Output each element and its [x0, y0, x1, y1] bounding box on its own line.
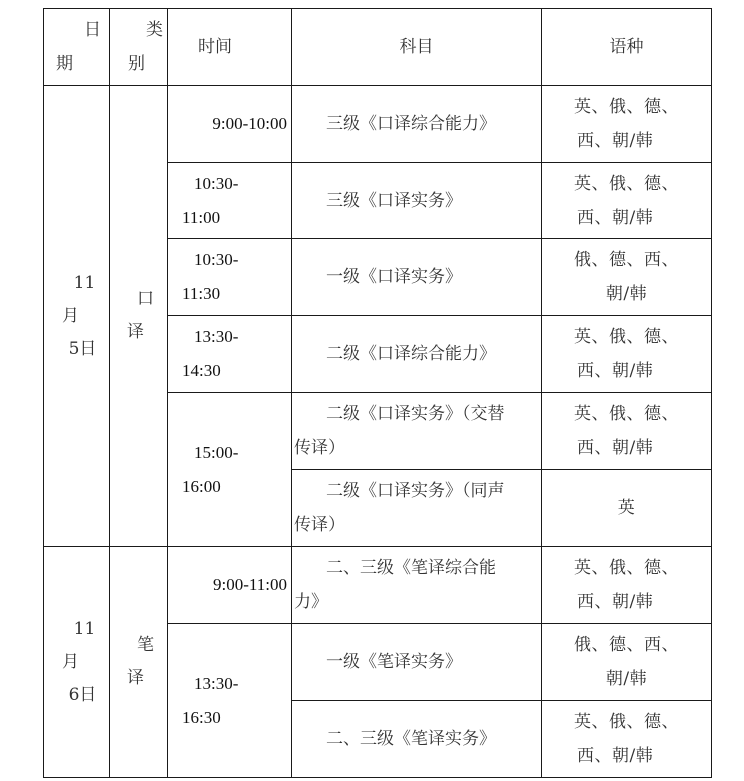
time-cell	[168, 239, 292, 316]
language-line1: 英、俄、德、	[574, 712, 679, 732]
language-cell	[542, 316, 712, 393]
time-end: 16:30	[182, 707, 221, 727]
language-text: 英	[617, 498, 636, 518]
header-row	[44, 9, 712, 86]
language-cell	[542, 470, 712, 547]
subject-line2: 力》	[294, 592, 328, 612]
header-category-line2: 别	[128, 54, 145, 74]
category-line2: 译	[127, 322, 144, 342]
header-time	[168, 9, 292, 86]
header-time-label: 时间	[198, 37, 232, 57]
header-date-line1: 日	[84, 20, 101, 40]
date-month: 月	[62, 651, 79, 672]
subject-text: 二、三级《笔译实务》	[326, 729, 496, 749]
language-line2: 西、朝/韩	[577, 746, 654, 766]
language-line2: 朝/韩	[605, 669, 648, 689]
subject-cell	[292, 86, 542, 163]
language-line2: 西、朝/韩	[577, 361, 654, 381]
subject-text: 一级《口译实务》	[326, 267, 462, 287]
time-start: 10:30-	[194, 250, 239, 269]
table-row	[44, 86, 712, 163]
subject-cell	[292, 470, 542, 547]
subject-line1: 二级《口译实务》（交替	[326, 404, 505, 424]
language-line1: 英、俄、德、	[574, 558, 679, 578]
time-end: 11:00	[182, 207, 221, 227]
subject-cell	[292, 239, 542, 316]
time-start: 13:30-	[194, 673, 239, 693]
subject-cell	[292, 701, 542, 778]
subject-cell	[292, 624, 542, 701]
language-line1: 英、俄、德、	[574, 327, 679, 347]
table-row	[44, 547, 712, 624]
subject-line2: 传译）	[294, 438, 345, 458]
language-line1: 俄、德、西、	[574, 635, 679, 655]
date-num: 11	[73, 618, 96, 639]
date-month: 月	[62, 305, 79, 326]
header-date-line2: 期	[56, 54, 73, 74]
subject-text: 三级《口译综合能力》	[326, 114, 496, 134]
time-cell	[168, 547, 292, 624]
subject-text: 三级《口译实务》	[326, 190, 462, 211]
header-date	[44, 9, 110, 86]
time-start: 13:30-	[194, 327, 239, 346]
subject-cell	[292, 316, 542, 393]
header-subject	[292, 9, 542, 86]
language-line1: 英、俄、德、	[574, 173, 679, 194]
schedule-table	[43, 8, 712, 778]
language-line2: 朝/韩	[605, 284, 648, 304]
date-cell-nov5	[44, 86, 110, 547]
language-line1: 俄、德、西、	[574, 250, 679, 270]
subject-line1: 二、三级《笔译综合能	[326, 558, 496, 578]
subject-cell	[292, 393, 542, 470]
subject-cell	[292, 163, 542, 239]
time-text: 9:00-10:00	[212, 114, 287, 133]
language-cell	[542, 624, 712, 701]
time-end: 11:30	[182, 284, 221, 303]
header-category	[110, 9, 168, 86]
language-line2: 西、朝/韩	[577, 438, 654, 458]
time-text: 9:00-11:00	[213, 575, 287, 594]
time-cell	[168, 86, 292, 163]
time-start: 15:00-	[194, 442, 239, 462]
time-end: 14:30	[182, 361, 221, 380]
language-line2: 西、朝/韩	[577, 592, 654, 612]
header-language	[542, 9, 712, 86]
category-line1: 口	[137, 289, 154, 309]
header-category-line1: 类	[146, 20, 163, 40]
language-line2: 西、朝/韩	[577, 131, 654, 151]
subject-text: 一级《笔译实务》	[326, 652, 462, 672]
subject-cell	[292, 547, 542, 624]
subject-line2: 传译）	[294, 515, 345, 535]
language-cell	[542, 701, 712, 778]
language-cell	[542, 239, 712, 316]
date-num: 11	[73, 272, 96, 293]
category-line2: 译	[127, 668, 144, 688]
date-day: 5日	[68, 338, 97, 359]
time-cell	[168, 163, 292, 239]
date-day: 6日	[68, 684, 97, 705]
time-cell	[168, 624, 292, 778]
language-cell	[542, 547, 712, 624]
category-line1: 笔	[137, 635, 154, 655]
exam-schedule	[43, 8, 711, 776]
subject-text: 二级《口译综合能力》	[326, 344, 496, 364]
language-line1: 英、俄、德、	[574, 97, 679, 117]
language-line1: 英、俄、德、	[574, 404, 679, 424]
category-cell-interpretation	[110, 86, 168, 547]
subject-line1: 二级《口译实务》（同声	[326, 481, 505, 501]
time-start: 10:30-	[194, 173, 239, 193]
header-language-label: 语种	[609, 37, 644, 57]
language-line2: 西、朝/韩	[577, 207, 654, 228]
language-cell	[542, 393, 712, 470]
time-cell	[168, 393, 292, 547]
header-subject-label: 科目	[399, 37, 434, 57]
language-cell	[542, 163, 712, 239]
date-cell-nov6	[44, 547, 110, 778]
category-cell-translation	[110, 547, 168, 778]
language-cell	[542, 86, 712, 163]
time-cell	[168, 316, 292, 393]
time-end: 16:00	[182, 476, 221, 496]
